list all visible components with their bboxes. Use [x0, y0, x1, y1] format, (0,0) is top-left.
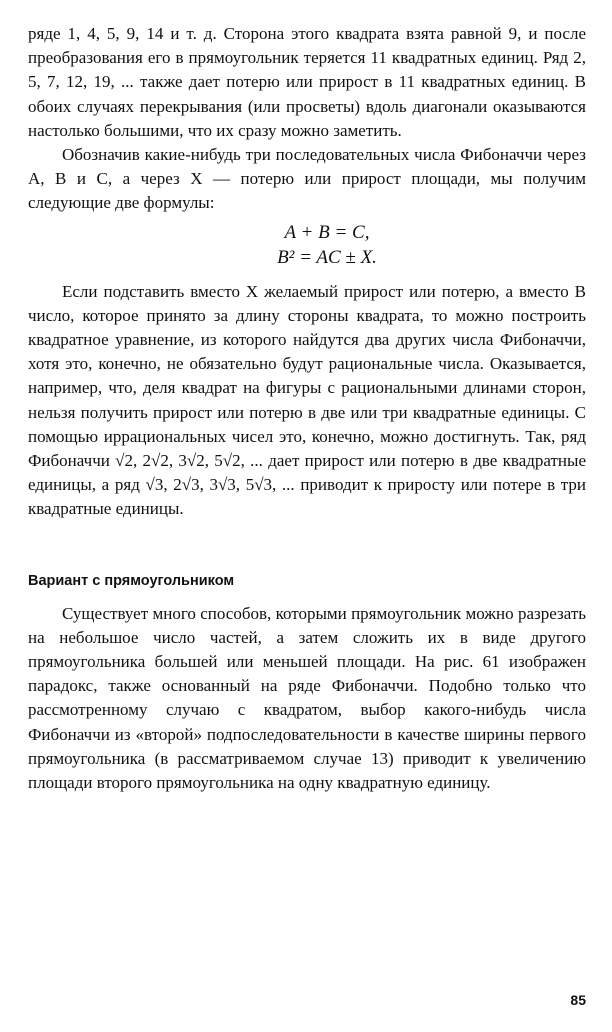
section-heading: Вариант с прямоугольником [28, 572, 235, 589]
paragraph-1: ряде 1, 4, 5, 9, 14 и т. д. Сторона этого квадрата взята равной 9, и после преобразования его в прямоугольник теряется 11 квадратных единиц. Ряд 2, 5, 7, 12, 19, ... также дает потерю или прирост в 11 квадратных единиц. В обоих случаях перекрывания (или просветы) вдоль диагонали оказываются настолько большими, что их сразу можно заметить. [28, 24, 586, 140]
formula-1: A + B = C, [284, 221, 370, 243]
paragraph-2: Обозначив какие-нибудь три последовательных числа Фибоначчи через A, B и C, а через X — потерю или прирост площади, мы получим следующие две формулы: [28, 145, 586, 213]
page-number: 85 [570, 992, 586, 1008]
formula-2: B² = AC ± X. [277, 246, 377, 268]
paragraph-3: Если подставить вместо X желаемый прирост или потерю, а вместо B число, которое принято за длину стороны квадрата, то можно построить квадратное уравнение, из которого найдутся два других числа Фибоначчи, хотя это, конечно, не обязательно будут рациональные числа. Оказывается, например, что, деля квадрат на фигуры с рациональными длинами сторон, нельзя получить прирост или потерю в две или три квадратные единицы. С помощью иррациональных чисел это, конечно, можно достигнуть. Так, ряд Фибоначчи √2, 2√2, 3√2, 5√2, ... дает прирост или потерю в две квадратные единицы, а ряд √3, 2√3, 3√3, 5√3, ... приводит к приросту или потере в три квадратные единицы. [28, 281, 586, 519]
page-body [28, 22, 586, 795]
formula-block [28, 220, 586, 270]
paragraph-4: Существует много способов, которыми прямоугольник можно разрезать на небольшое число частей, а затем сложить их в виде другого прямоугольника большей или меньшей площади. На рис. 61 изображен парадокс, также основанный на ряде Фибоначчи. Подобно только что рассмотренному случаю с квадратом, выбор какого-нибудь числа Фибоначчи из «второй» подпоследовательности в качестве ширины первого прямоугольника (в рассматриваемом случае 13) приводит к увеличению площади второго прямоугольника на одну квадратную единицу. [28, 603, 586, 793]
